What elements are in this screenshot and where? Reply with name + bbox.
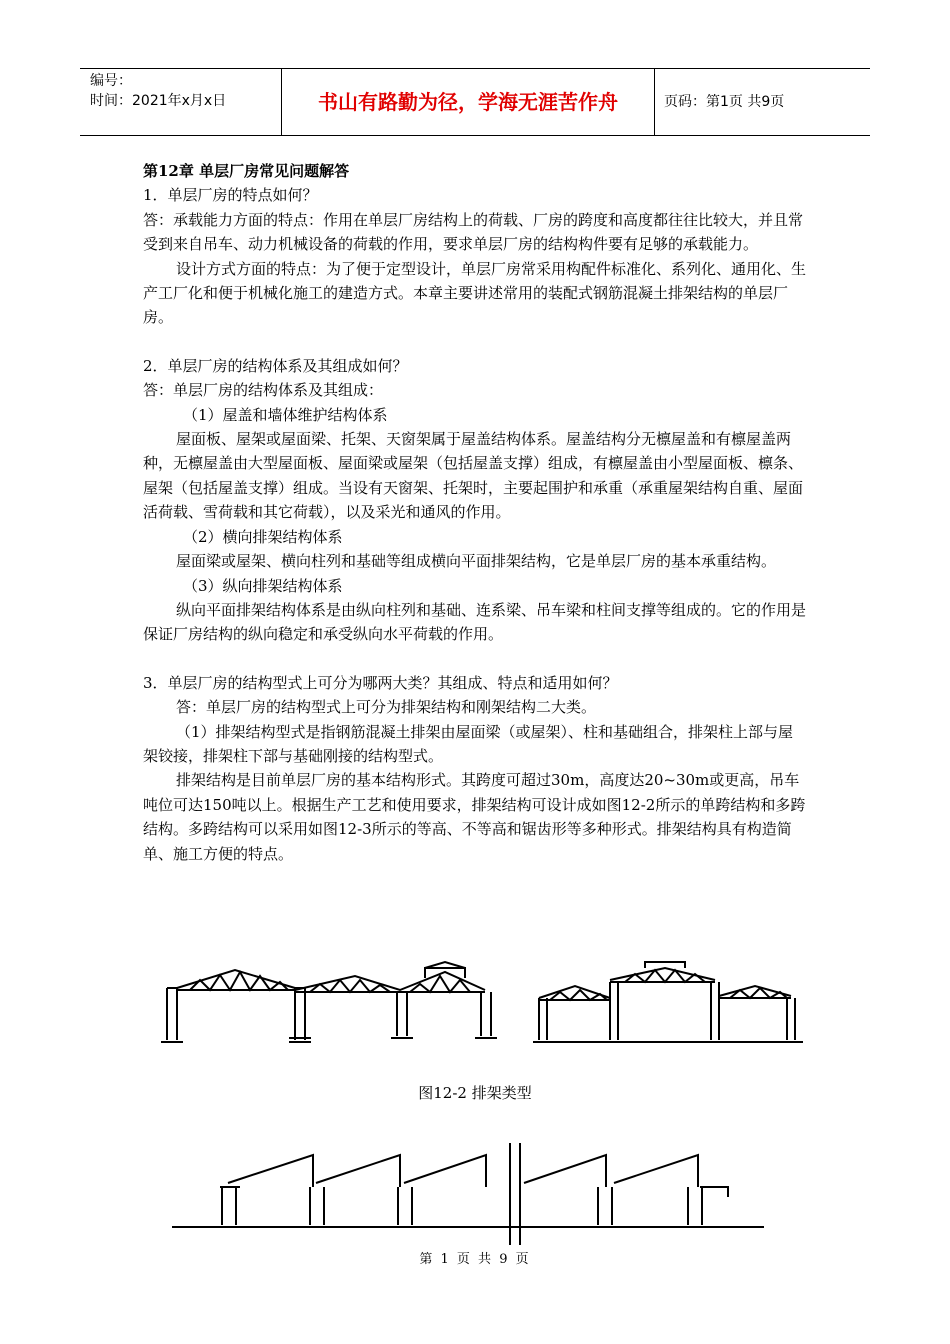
answer-3-para-1: （1）排架结构型式是指钢筋混凝土排架由屋面梁（或屋架）、柱和基础组合，排架柱上部与屋架铰接，排架柱下部与基础刚接的结构型式。 (143, 722, 794, 765)
bent-frame-types-figure (155, 958, 815, 1058)
number-label: 编号： (90, 73, 132, 89)
two-span-frame-drawing (289, 962, 497, 1038)
figure-caption: 图12-2 排架类型 (418, 1084, 532, 1102)
answer-3-para-2: 排架结构是目前单层厂房的基本结构形式。其跨度可超过30m，高度达20~30m或更高，吊车吨位可达150吨以上。根据生产工艺和使用要求，排架结构可设计成如图12-2所示的单跨结构和多跨结构。多跨结构可以采用如图12-3所示的等高、不等高和锯齿形等多种形式。排架结构具有构造简单、施工方便的特点。 (143, 771, 806, 863)
page-footer: 第 1 页 共 9 页 (419, 1252, 531, 1267)
answer-2-para-2: 屋面梁或屋架、横向柱列和基础等组成横向平面排架结构，它是单层厂房的基本承重结构。 (176, 552, 777, 571)
answer-2-para-3: 纵向平面排架结构体系是由纵向柱列和基础、连系梁、吊车梁和柱间支撑等组成的。它的作用是保证厂房结构的纵向稳定和承受纵向水平荷载的作用。 (143, 600, 807, 644)
page-indicator: 页码：第1页 共9页 (664, 94, 785, 110)
answer-3-intro: 答：单层厂房的结构型式上可分为排架结构和刚架结构二大类。 (176, 698, 597, 717)
question-3: 3．单层厂房的结构型式上可分为哪两大类？其组成、特点和适用如何？ (143, 673, 618, 692)
answer-2-para-1: 屋面板、屋架或屋面梁、托架、天窗架属于屋盖结构体系。屋盖结构分无檩屋盖和有檩屋盖两种，无檩屋盖由大型屋面板、屋面梁或屋架（包括屋盖支撑）组成，有檩屋盖由小型屋面板、檩条、屋架（包括屋盖支撑）组成。当设有天窗架、托架时，主要起围护和承重（承重屋架结构自重、屋面活荷载、雪荷载和其它荷载），以及采光和通风的作用。 (143, 430, 804, 522)
sawtooth-frame-figure (168, 1135, 768, 1245)
header-info-cell (80, 69, 280, 135)
answer-2-subheading-3: （3）纵向排架结构体系 (183, 576, 343, 595)
document-body (143, 159, 808, 866)
answer-2-subheading-1: （1）屋盖和墙体维护结构体系 (183, 405, 388, 424)
multi-span-frame-drawing (533, 962, 803, 1042)
date-label: 时间：2021年x月x日 (90, 93, 227, 109)
chapter-title: 第12章 单层厂房常见问题解答 (143, 162, 350, 180)
answer-1-para-2: 设计方式方面的特点：为了便于定型设计，单层厂房常采用构配件标准化、系列化、通用化、生产工厂化和便于机械化施工的建造方式。本章主要讲述常用的装配式钢筋混凝土排架结构的单层厂房。 (143, 259, 807, 327)
header-table (80, 68, 870, 136)
answer-2-subheading-2: （2）横向排架结构体系 (183, 527, 343, 546)
answer-2-intro: 答：单层厂房的结构体系及其组成： (143, 381, 384, 400)
question-1: 1．单层厂房的特点如何？ (143, 186, 318, 205)
motto: 书山有路勤为径，学海无涯苦作舟 (281, 69, 655, 135)
answer-1-para-1: 答：承载能力方面的特点：作用在单层厂房结构上的荷载、厂房的跨度和高度都往往比较大，并且常受到来自吊车、动力机械设备的荷载的作用，要求单层厂房的结构构件要有足够的承载能力。 (143, 210, 804, 254)
single-span-frame-drawing (161, 970, 311, 1042)
question-2: 2．单层厂房的结构体系及其组成如何？ (143, 356, 408, 375)
